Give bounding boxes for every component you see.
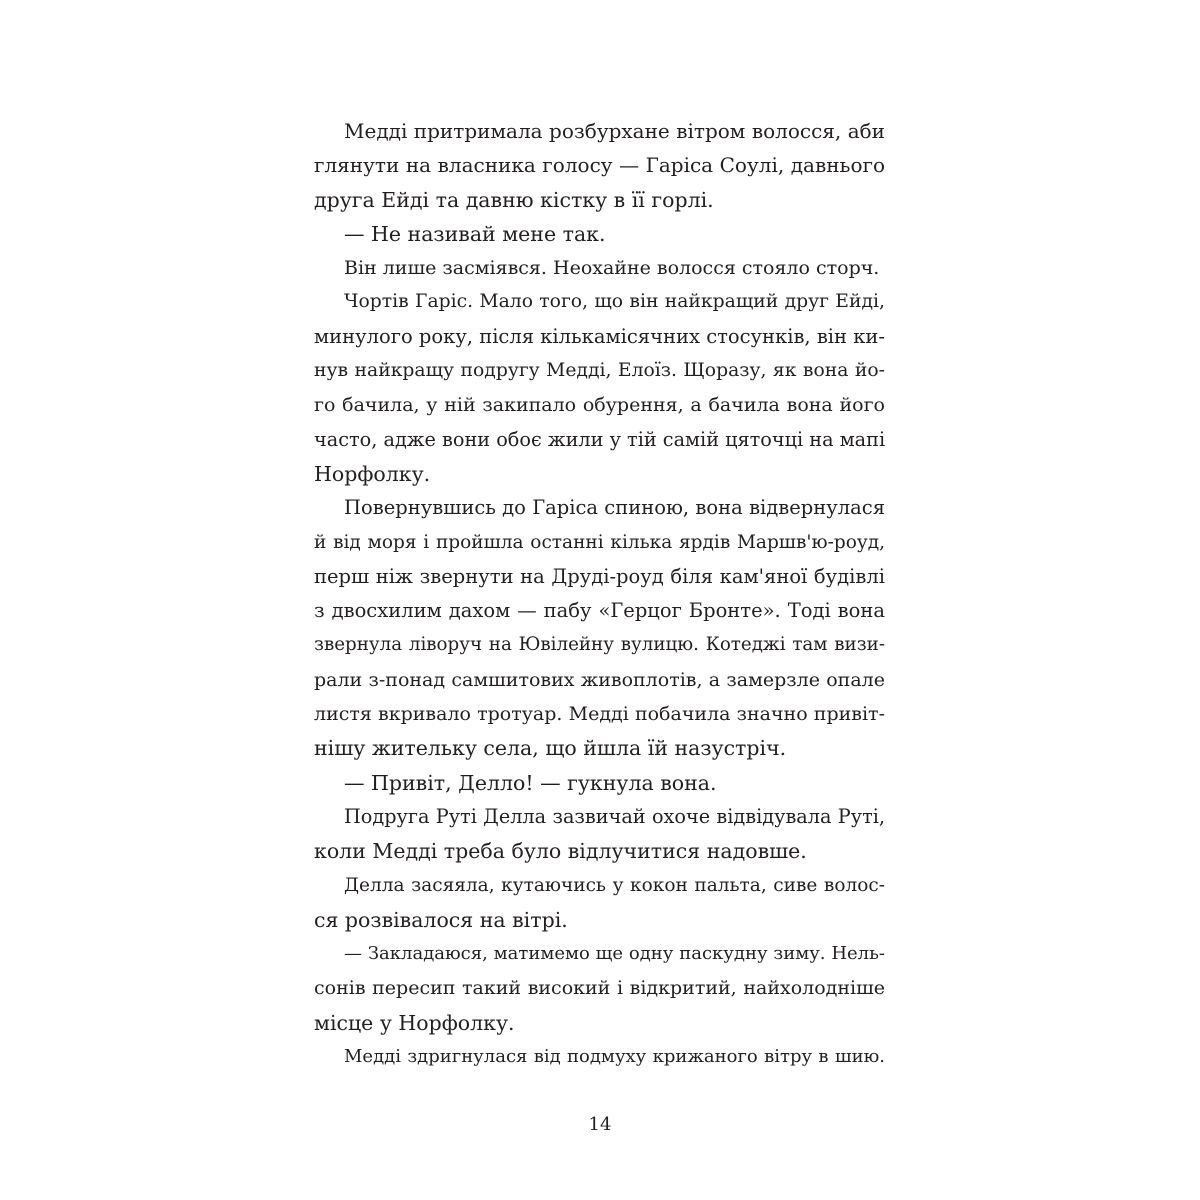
- text-line: сонів пересип такий високий і відкритий, найхолодніше: [314, 977, 885, 999]
- text-line: нув найкращу подругу Медді, Елоїз. Щоразу, як вона йо-: [314, 360, 885, 381]
- text-line: часто, адже вони обоє жили у тій самій цяточці на мапі: [314, 428, 886, 451]
- text-line: Медді притримала розбурхане вітром волосся, аби: [344, 119, 885, 143]
- text-line: й від моря і пройшла останні кілька ярдів Маршв'ю-роуд,: [314, 532, 885, 553]
- text-line: минулого року, після кількамісячних стосунків, він ки-: [314, 325, 886, 348]
- text-line: листя вкривало тротуар. Медді побачила значно привіт-: [314, 703, 885, 725]
- text-line: Норфолку.: [314, 462, 431, 486]
- text-line: перш ніж звернути на Друді-роуд біля кам'яної будівлі: [314, 565, 885, 588]
- text-line: глянути на власника голосу — Гаріса Соулі, давнього: [314, 153, 885, 177]
- page-number: 14: [588, 1114, 612, 1135]
- text-line: місце у Норфолку.: [314, 1011, 515, 1035]
- text-line: го бачила, у ній закипало обурення, а бачила вона його: [314, 394, 885, 416]
- text-line: Медді здригнулася від подмуху крижаного вітру в шию.: [344, 1046, 885, 1067]
- text-line: — Закладаюся, матимемо ще одну паскудну зиму. Нель-: [344, 943, 885, 964]
- text-line: звернула ліворуч на Ювілейну вулицю. Котеджі там визи-: [314, 634, 885, 655]
- text-line: — Не називай мене так.: [344, 222, 606, 246]
- text-line: рали з-понад самшитових живоплотів, а замерзле опале: [314, 669, 885, 691]
- text-line: — Привіт, Делло! — гукнула вона.: [344, 771, 717, 795]
- text-line: Делла засяяла, кутаючись у кокон пальта, сиве волос-: [344, 875, 885, 896]
- text-line: Він лише засміявся. Неохайне волосся стояло сторч.: [344, 257, 880, 279]
- text-line: з двосхилим дахом — пабу «Герцог Бронте». Тоді вона: [314, 599, 885, 622]
- text-line: нішу жительку села, що йшла їй назустріч.: [314, 736, 787, 760]
- text-line: Повернувшись до Гаріса спиною, вона відвернулася: [344, 496, 885, 519]
- text-line: друга Ейді та давню кістку в її горлі.: [314, 188, 714, 212]
- text-line: ся розвівалося на вітрі.: [314, 908, 568, 932]
- text-line: Подруга Руті Делла зазвичай охоче відвідувала Руті,: [344, 805, 885, 828]
- text-line: Чортів Гаріс. Мало того, що він найкращий друг Ейді,: [344, 291, 885, 312]
- text-line: коли Медді треба було відлучитися надовше.: [314, 839, 807, 863]
